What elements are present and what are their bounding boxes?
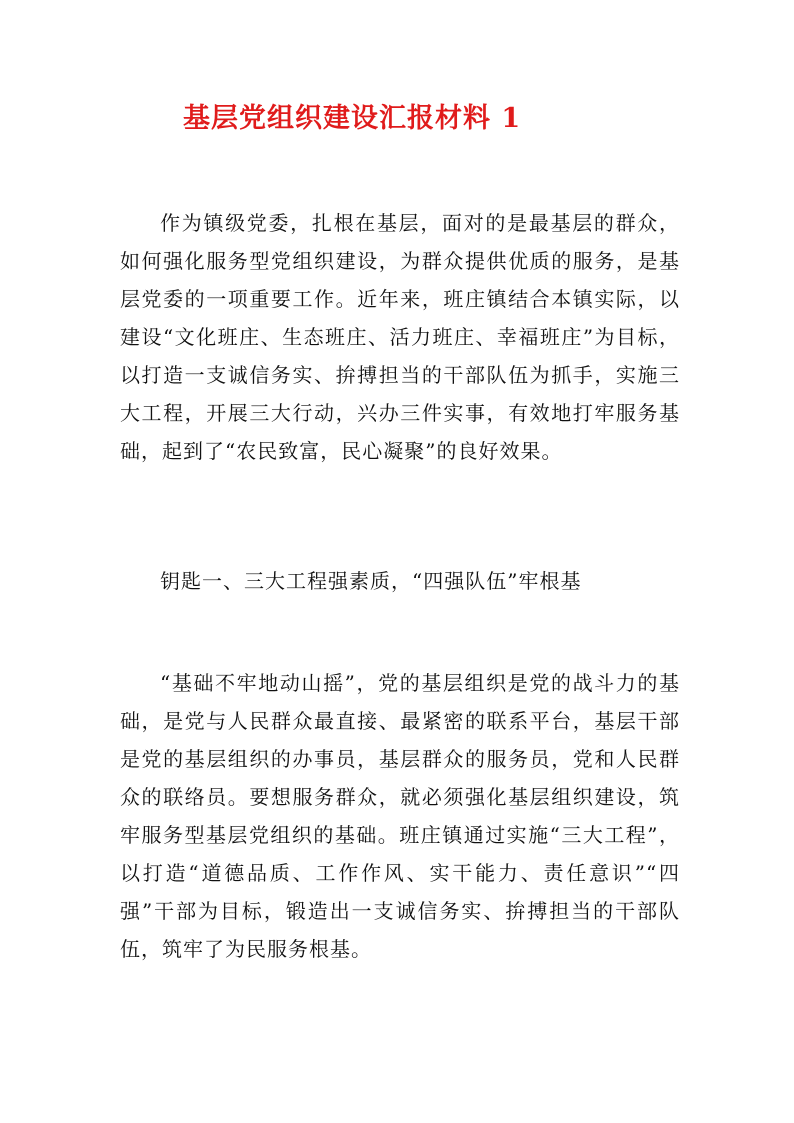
paragraph-intro: 作为镇级党委，扎根在基层，面对的是最基层的群众，如何强化服务型党组织建设，为群众提供优质的服务，是基层党委的一项重要工作。近年来，班庄镇结合本镇实际，以建设“文化班庄、生态班庄、活力班庄、幸福班庄”为目标，以打造一支诚信务实、拚搏担当的干部队伍为抓手，实施三大工程，开展三大行动，兴办三件实事，有效地打牢服务基础，起到了“农民致富，民心凝聚”的良好效果。	[120, 211, 680, 463]
paragraph-section-one: “基础不牢地动山摇”，党的基层组织是党的战斗力的基础，是党与人民群众最直接、最紧密的联系平台，基层干部是党的基层组织的办事员，基层群众的服务员，党和人民群众的联络员。要想服务群众，就必须强化基层组织建设，筑牢服务型基层党组织的基础。班庄镇通过实施“三大工程”，以打造“道德品质、工作作风、实干能力、责任意识”“四强”干部为目标，锻造出一支诚信务实、拚搏担当的干部队伍，筑牢了为民服务根基。	[120, 671, 680, 961]
section-heading: 钥匙一、三大工程强素质，“四强队伍”牢根基	[160, 569, 582, 593]
document-title: 基层党组织建设汇报材料 1	[183, 103, 522, 134]
